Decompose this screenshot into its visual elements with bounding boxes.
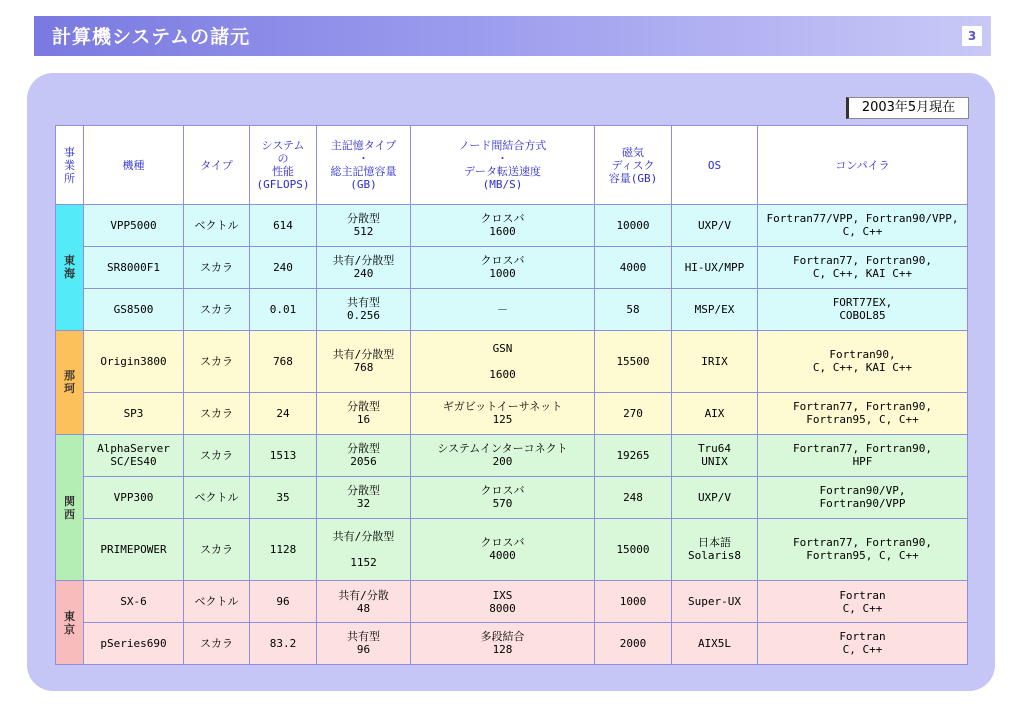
table-row [56, 518, 968, 580]
cell-compiler: Fortran90/VP, Fortran90/VPP [758, 476, 968, 518]
cell-performance: 614 [250, 205, 317, 247]
cell-type: スカラ [184, 434, 250, 476]
table-row [56, 393, 968, 435]
site-label-tokyo: 東 京 [56, 581, 84, 665]
cell-memory: 分散型 32 [317, 476, 411, 518]
table-row [56, 581, 968, 623]
cell-disk: 1000 [595, 581, 672, 623]
cell-performance: 24 [250, 393, 317, 435]
cell-type: スカラ [184, 330, 250, 392]
cell-performance: 0.01 [250, 288, 317, 330]
cell-performance: 1513 [250, 434, 317, 476]
cell-os: Tru64 UNIX [672, 434, 758, 476]
col-header-os: OS [672, 126, 758, 205]
cell-disk: 248 [595, 476, 672, 518]
cell-network: － [411, 288, 595, 330]
cell-compiler: Fortran90, C, C++, KAI C++ [758, 330, 968, 392]
cell-disk: 15000 [595, 518, 672, 580]
cell-network: ギガビットイーサネット 125 [411, 393, 595, 435]
col-header-model: 機種 [84, 126, 184, 205]
cell-type: ベクトル [184, 205, 250, 247]
cell-memory: 共有/分散型 768 [317, 330, 411, 392]
cell-os: MSP/EX [672, 288, 758, 330]
cell-model: SR8000F1 [84, 246, 184, 288]
cell-memory: 共有型 0.256 [317, 288, 411, 330]
cell-performance: 768 [250, 330, 317, 392]
cell-compiler: Fortran77, Fortran90, Fortran95, C, C++ [758, 393, 968, 435]
cell-network: GSN 1600 [411, 330, 595, 392]
cell-os: UXP/V [672, 476, 758, 518]
cell-os: IRIX [672, 330, 758, 392]
col-header-disk: 磁気 ディスク 容量(GB) [595, 126, 672, 205]
cell-model: VPP5000 [84, 205, 184, 247]
cell-compiler: Fortran77, Fortran90, Fortran95, C, C++ [758, 518, 968, 580]
cell-os: UXP/V [672, 205, 758, 247]
cell-memory: 共有/分散型 240 [317, 246, 411, 288]
cell-model: PRIMEPOWER [84, 518, 184, 580]
table-row [56, 246, 968, 288]
cell-performance: 35 [250, 476, 317, 518]
cell-os: 日本語 Solaris8 [672, 518, 758, 580]
table-row [56, 205, 968, 247]
cell-model: pSeries690 [84, 622, 184, 664]
cell-network: システムインターコネクト 200 [411, 434, 595, 476]
cell-type: ベクトル [184, 581, 250, 623]
cell-network: クロスバ 570 [411, 476, 595, 518]
cell-compiler: Fortran C, C++ [758, 622, 968, 664]
cell-performance: 240 [250, 246, 317, 288]
cell-performance: 96 [250, 581, 317, 623]
cell-disk: 19265 [595, 434, 672, 476]
cell-memory: 共有/分散型 1152 [317, 518, 411, 580]
title-bar [34, 16, 991, 56]
cell-os: Super-UX [672, 581, 758, 623]
table-header-row [56, 126, 968, 205]
cell-disk: 10000 [595, 205, 672, 247]
cell-type: スカラ [184, 622, 250, 664]
cell-model: SX-6 [84, 581, 184, 623]
col-header-performance: システム の 性能 (GFLOPS) [250, 126, 317, 205]
site-label-kansai: 関 西 [56, 434, 84, 580]
cell-network: クロスバ 1600 [411, 205, 595, 247]
cell-model: GS8500 [84, 288, 184, 330]
col-header-type: タイプ [184, 126, 250, 205]
cell-performance: 1128 [250, 518, 317, 580]
cell-memory: 分散型 16 [317, 393, 411, 435]
cell-model: AlphaServer SC/ES40 [84, 434, 184, 476]
site-label-naka: 那 珂 [56, 330, 84, 434]
page-number-badge: 3 [962, 26, 982, 46]
site-label-tokai: 東 海 [56, 205, 84, 331]
col-header-memory: 主記憶タイプ ・ 総主記憶容量 (GB) [317, 126, 411, 205]
cell-disk: 4000 [595, 246, 672, 288]
cell-type: スカラ [184, 518, 250, 580]
spec-table [55, 125, 968, 665]
cell-model: VPP300 [84, 476, 184, 518]
cell-type: ベクトル [184, 476, 250, 518]
cell-compiler: Fortran77, Fortran90, HPF [758, 434, 968, 476]
as-of-date-label: 2003年5月現在 [846, 97, 969, 119]
cell-disk: 58 [595, 288, 672, 330]
cell-type: スカラ [184, 246, 250, 288]
page-title: 計算機システムの諸元 [52, 26, 251, 48]
table-row [56, 622, 968, 664]
cell-disk: 15500 [595, 330, 672, 392]
cell-memory: 分散型 2056 [317, 434, 411, 476]
cell-network: クロスバ 4000 [411, 518, 595, 580]
table-row [56, 476, 968, 518]
cell-os: AIX5L [672, 622, 758, 664]
col-header-site: 事 業 所 [56, 126, 84, 205]
cell-disk: 2000 [595, 622, 672, 664]
cell-compiler: Fortran77/VPP, Fortran90/VPP, C, C++ [758, 205, 968, 247]
cell-network: 多段結合 128 [411, 622, 595, 664]
col-header-network: ノード間結合方式 ・ データ転送速度 (MB/S) [411, 126, 595, 205]
cell-compiler: FORT77EX, COBOL85 [758, 288, 968, 330]
cell-disk: 270 [595, 393, 672, 435]
cell-memory: 分散型 512 [317, 205, 411, 247]
cell-performance: 83.2 [250, 622, 317, 664]
cell-compiler: Fortran77, Fortran90, C, C++, KAI C++ [758, 246, 968, 288]
cell-type: スカラ [184, 393, 250, 435]
cell-compiler: Fortran C, C++ [758, 581, 968, 623]
cell-memory: 共有型 96 [317, 622, 411, 664]
cell-type: スカラ [184, 288, 250, 330]
table-row [56, 330, 968, 392]
cell-os: AIX [672, 393, 758, 435]
table-row [56, 434, 968, 476]
cell-memory: 共有/分散 48 [317, 581, 411, 623]
table-row [56, 288, 968, 330]
cell-os: HI-UX/MPP [672, 246, 758, 288]
cell-model: Origin3800 [84, 330, 184, 392]
cell-network: IXS 8000 [411, 581, 595, 623]
cell-network: クロスバ 1000 [411, 246, 595, 288]
cell-model: SP3 [84, 393, 184, 435]
col-header-compiler: コンパイラ [758, 126, 968, 205]
